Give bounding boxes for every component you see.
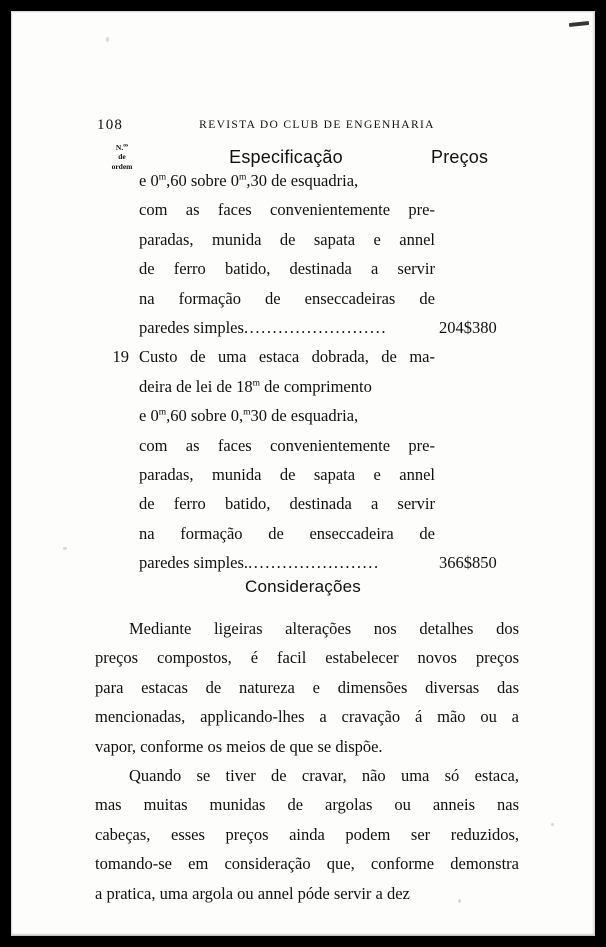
entry-line — [11, 230, 595, 259]
metre-superscript: m — [158, 407, 167, 418]
metre-superscript: m — [238, 172, 247, 183]
ordem-line-3: ordem — [111, 161, 133, 171]
paragraph-line: para estacas de natureza e dimensões diversas das — [95, 677, 519, 697]
paragraph-line: Quando se tiver de cravar, não uma só estaca, — [129, 765, 519, 785]
section-heading-consideracoes: Considerações — [245, 577, 361, 596]
metre-superscript: m — [243, 407, 251, 418]
entry-line — [11, 524, 595, 553]
entry-text-line: paredes simples........................ — [139, 553, 380, 573]
entry-line — [11, 318, 595, 347]
price-entry — [11, 347, 595, 582]
entry-line — [11, 436, 595, 465]
price-entry — [11, 171, 595, 347]
page-sheet — [11, 11, 595, 936]
entry-line — [11, 377, 595, 406]
entry-line — [11, 289, 595, 318]
page-number: 108 — [97, 117, 124, 133]
entry-line — [11, 347, 595, 376]
entry-text-line: e 0$^m$,60 sobre 0,$^m$30 de esquadria, — [139, 406, 359, 426]
metre-superscript: m — [158, 172, 167, 183]
ordem-line-2: de — [118, 152, 126, 161]
paragraph-line: preços compostos, é facil estabelecer novos preços — [95, 648, 519, 668]
entry-line — [11, 259, 595, 288]
entry-line — [11, 171, 595, 200]
entry-order-number: 19 — [112, 347, 129, 367]
dot-leader: ....................... — [248, 553, 380, 573]
entry-price: 366$850 — [439, 553, 497, 573]
entry-text-line: deira de lei de 18$^m$ de comprimento — [139, 376, 372, 396]
column-header-especificacao: Especificação — [229, 147, 343, 167]
entry-text-line: na formação de enseccadeiras de — [139, 288, 435, 308]
paragraph-line: cabeças, esses preços ainda podem ser reduzidos, — [95, 824, 519, 844]
paragraph-line: mas muitas munidas de argolas ou anneis nas — [95, 795, 519, 815]
entry-text-line: com as faces convenientemente pre- — [139, 200, 435, 220]
paragraph-line: a pratica, uma argola ou annel póde servir a dez — [95, 883, 410, 903]
entry-line — [11, 200, 595, 229]
entry-text-line: paradas, munida de sapata e annel — [139, 464, 435, 484]
column-header-precos: Preços — [431, 147, 489, 167]
entry-line — [11, 465, 595, 494]
running-head-row — [11, 117, 595, 137]
column-header-ordem — [95, 141, 149, 171]
ordem-line-1: N.$^{os}$ — [115, 142, 129, 152]
entry-line — [11, 494, 595, 523]
entry-text-line: de ferro batido, destinada a servir — [139, 494, 435, 514]
page-content — [11, 11, 595, 936]
price-entry-list — [11, 171, 595, 582]
paragraph — [95, 619, 519, 766]
metre-superscript: m — [252, 378, 261, 389]
dot-leader: ......................... — [243, 317, 388, 337]
paragraph-line: Mediante ligeiras alterações nos detalhes dos — [129, 619, 519, 638]
entry-text-line: com as faces convenientemente pre- — [139, 435, 435, 455]
entry-text-line: de ferro batido, destinada a servir — [139, 259, 435, 279]
paragraph-line: vapor, conforme os meios de que se dispõe. — [95, 736, 383, 756]
running-head-title: REVISTA DO CLUB DE ENGENHARIA — [199, 119, 435, 131]
entry-text-line: na formação de enseccadeira de — [139, 523, 435, 543]
prose-body — [95, 619, 519, 913]
entry-text-line: e 0$^m$,60 sobre 0$^m$,30 de esquadria, — [139, 171, 359, 190]
entry-text-line: Custo de uma estaca dobrada, de ma- — [139, 347, 435, 367]
paragraph — [95, 766, 519, 913]
paragraph-line: tomando-se em consideração que, conforme demonstra — [95, 854, 519, 874]
paragraph-line: mencionadas, applicando-lhes a cravação á mão ou a — [95, 707, 519, 727]
entry-line — [11, 406, 595, 435]
entry-text-line: paredes simples......................... — [139, 317, 388, 337]
entry-text-line: paradas, munida de sapata e annel — [139, 229, 435, 249]
entry-price: 204$380 — [439, 317, 497, 337]
